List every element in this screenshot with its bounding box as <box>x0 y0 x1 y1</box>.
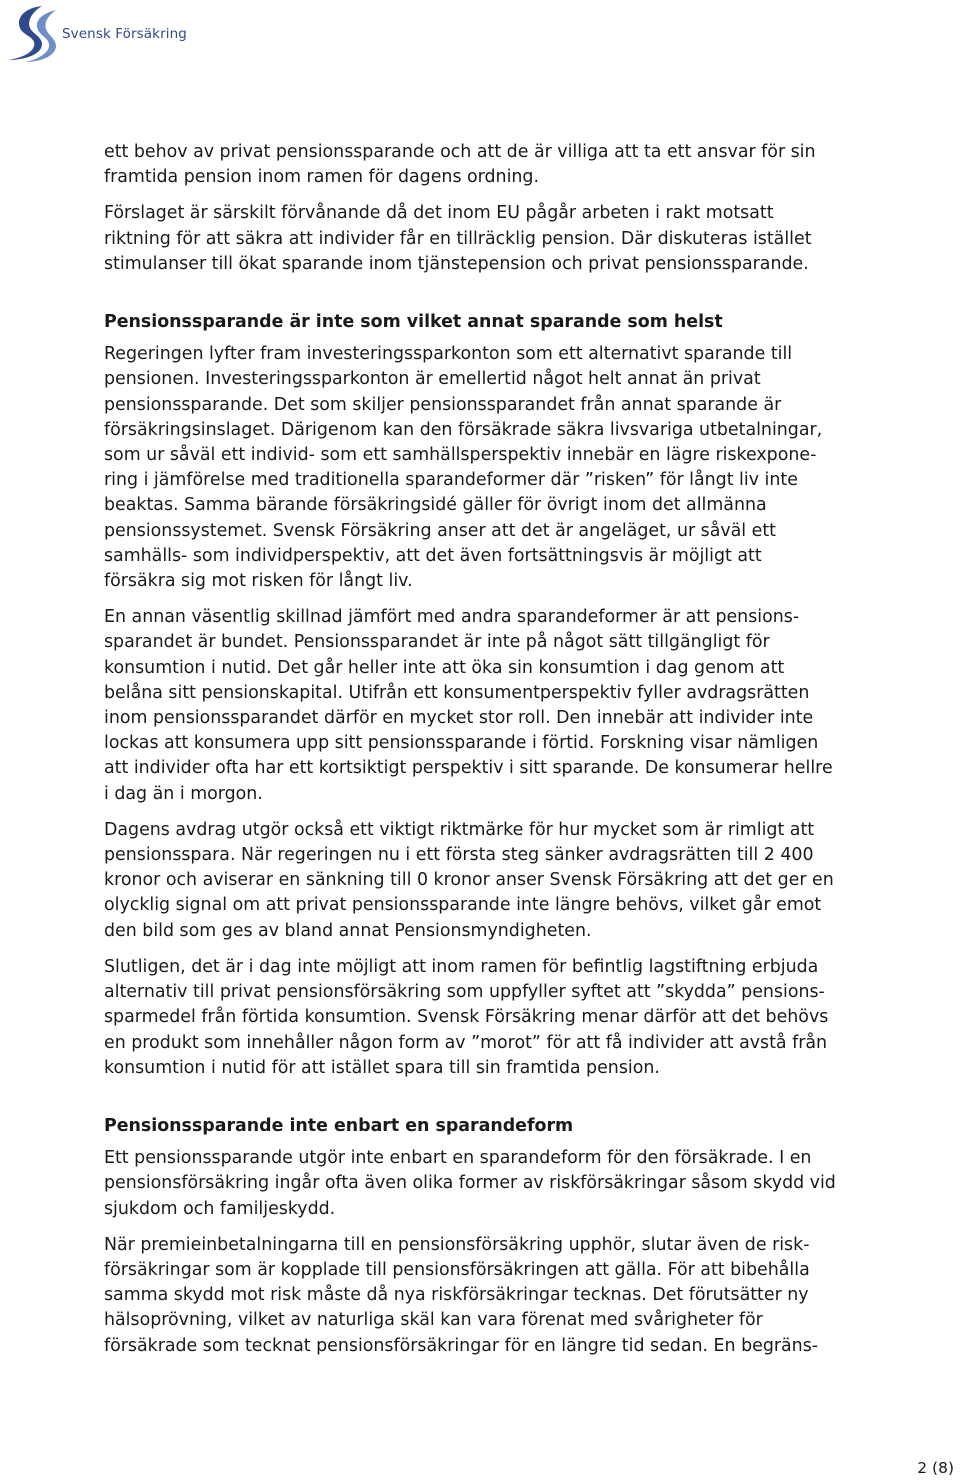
paragraph-5: Dagens avdrag utgör också ett viktigt riktmärke för hur mycket som är rimligt att pensionsspara. När regeringen nu i ett första steg sänker avdragsrätten till 2 400 kronor och aviserar en sänkning till 0 kronor anser Svensk Försäkring att det ger en olycklig signal om att privat pensionssparande inte längre behövs, vilket går emot den bild som ges av bland annat Pensionsmyndigheten. <box>104 819 834 941</box>
paragraph-4: En annan väsentlig skillnad jämfört med andra sparandeformer är att pensions- sparandet är bundet. Pensionssparandet är inte på något sätt tillgängligt för konsumtion i nutid. Det går heller inte att öka sin konsumtion i dag genom att belåna sitt pensionskapital. Utifrån ett konsumentperspektiv fyller avdragsrätten inom pensionssparandet därför en mycket stor roll. Den innebär att individer inte lockas att konsumera upp sitt pensionssparande i förtid. Forskning visar nämligen att individer ofta har ett kortsiktigt perspektiv i sitt sparande. De konsumerar hellre i dag än i morgon. <box>104 607 833 804</box>
paragraph-7: Ett pensionssparande utgör inte enbart en sparandeform för den försäkrade. I en pensionsförsäkring ingår ofta även olika former av riskförsäkringar såsom skydd vid sjukdom och familjeskydd. <box>104 1148 836 1219</box>
section-heading-2: Pensionssparande inte enbart en sparandeform <box>104 1115 574 1136</box>
logo-mark-icon <box>2 2 60 64</box>
paragraph-1: ett behov av privat pensionssparande och att de är villiga att ta ett ansvar för sin framtida pension inom ramen för dagens ordning. <box>104 142 816 188</box>
paragraph-3: Regeringen lyfter fram investeringssparkonton som ett alternativt sparande till pensionen. Investeringssparkonton är emellertid något helt annat än privat pensionssparande. Det som skiljer pensionssparandet från annat sparande är försäkringsinslaget. Därigenom kan den försäkrade säkra livsvariga utbetalningar, som ur såväl ett individ- som ett samhällsperspektiv innebär en lägre riskexpone- ring i jämförelse med traditionella sparandeformer där ”risken” för långt liv inte beaktas. Samma bärande försäkringsidé gäller för övrigt inom det allmänna pensionssystemet. Svensk Försäkring anser att det är angeläget, ur såväl ett samhälls- som individperspektiv, att det även fortsättningsvis är möjligt att försäkra sig mot risken för långt liv. <box>104 344 823 592</box>
company-logo <box>0 0 187 70</box>
section-heading-1: Pensionssparande är inte som vilket annat sparande som helst <box>104 312 723 333</box>
document-body <box>104 140 909 1359</box>
logo-text: Svensk Försäkring <box>62 26 187 42</box>
paragraph-8: När premieinbetalningarna till en pensionsförsäkring upphör, slutar även de risk- försäkringar som är kopplade till pensionsförsäkringen att gälla. För att bibehålla samma skydd mot risk måste då nya riskförsäkringar tecknas. Det förutsätter ny hälsoprövning, vilket av naturliga skäl kan vara förenat med svårigheter för försäkrade som tecknat pensionsförsäkringar för en längre tid sedan. En begräns- <box>104 1234 819 1356</box>
paragraph-2: Förslaget är särskilt förvånande då det inom EU pågår arbeten i rakt motsatt riktning för att säkra att individer får en tillräcklig pension. Där diskuteras istället stimulanser till ökat sparande inom tjänstepension och privat pensionssparande. <box>104 203 812 274</box>
page-number: 2 (8) <box>917 1459 954 1477</box>
paragraph-6: Slutligen, det är i dag inte möjligt att inom ramen för befintlig lagstiftning erbjuda alternativ till privat pensionsförsäkring som uppfyller syftet att ”skydda” pensions- sparmedel från förtida konsumtion. Svensk Försäkring menar därför att det behövs en produkt som innehåller någon form av ”morot” för att få individer att avstå från konsumtion i nutid för att istället spara till sin framtida pension. <box>104 956 829 1078</box>
